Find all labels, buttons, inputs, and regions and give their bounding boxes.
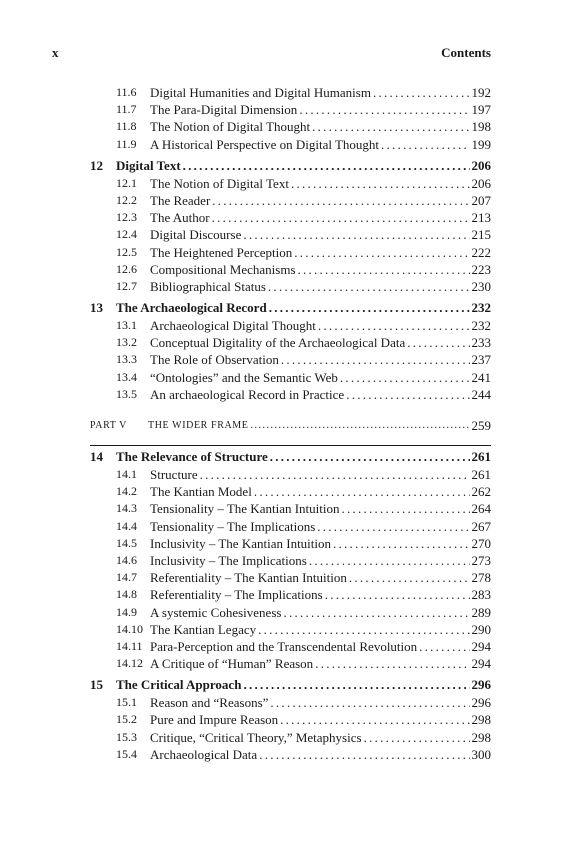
entry-title: Structure (150, 467, 198, 482)
entry-page-number: 232 (471, 318, 491, 334)
entry-page-number: 294 (471, 638, 491, 654)
part-label: PART V (90, 420, 128, 431)
entry-title: A systemic Cohesiveness (150, 604, 282, 620)
entry-line (150, 466, 491, 483)
entry-line (150, 278, 491, 295)
toc-section-entry[interactable] (90, 192, 491, 209)
toc-section-entry[interactable] (90, 638, 491, 655)
entry-title: Digital Humanities and Digital Humanism (150, 85, 371, 100)
entry-page-number: 296 (471, 695, 491, 711)
leader-dots (254, 483, 470, 500)
entry-title: The Critical Approach (116, 677, 242, 693)
spacer (90, 403, 491, 417)
toc-section-entry[interactable] (90, 729, 491, 746)
entry-page-number: 296 (471, 677, 491, 693)
toc-section-entry[interactable] (90, 369, 491, 386)
entry-page-number: 298 (471, 729, 491, 745)
entry-page-number: 232 (471, 300, 491, 316)
toc-section-entry[interactable] (90, 466, 491, 483)
entry-number: 14.11 (116, 638, 143, 653)
spacer (90, 434, 491, 444)
entry-number: 14.12 (116, 656, 143, 671)
entry-number: 13.3 (116, 352, 137, 367)
entry-number: 14.8 (116, 587, 137, 602)
entry-line (150, 226, 491, 243)
entry-title: The Notion of Digital Text (150, 175, 289, 191)
entry-line (150, 586, 491, 603)
entry-page-number: 278 (471, 570, 491, 586)
entry-page-number: 237 (471, 352, 491, 368)
entry-title: The Kantian Model (150, 484, 252, 500)
leader-dots (258, 621, 469, 638)
toc-section-entry[interactable] (90, 518, 491, 535)
entry-number: 11.8 (116, 119, 137, 134)
page-number: x (52, 45, 59, 60)
toc-section-entry[interactable] (90, 604, 491, 621)
entry-title: Critique, “Critical Theory,” Metaphysics (150, 729, 362, 745)
toc-section-entry[interactable] (90, 244, 491, 261)
entry-line (150, 621, 491, 638)
entry-number: 14.4 (116, 518, 137, 533)
entry-line (116, 448, 491, 466)
entry-line (150, 638, 491, 655)
entry-title: The Author (150, 210, 210, 226)
entry-page-number: 223 (471, 261, 491, 277)
leader-dots (373, 84, 470, 101)
entry-line (150, 136, 491, 153)
entry-page-number: 267 (471, 518, 491, 534)
entry-page-number: 206 (471, 157, 491, 173)
entry-line (150, 261, 491, 278)
entry-number: 15.3 (116, 729, 137, 744)
toc-section-entry[interactable] (90, 261, 491, 278)
entry-page-number: 213 (471, 210, 491, 226)
leader-dots (325, 586, 470, 603)
leader-dots (294, 244, 469, 261)
entry-title: Referentiality – The Implications (150, 587, 323, 603)
leader-dots (281, 351, 470, 368)
entry-title: The Archaeological Record (116, 300, 267, 316)
entry-page-number: 198 (471, 119, 491, 135)
entry-page-number: 222 (471, 244, 491, 260)
toc-section-entry[interactable] (90, 136, 491, 153)
toc-section-entry[interactable] (90, 317, 491, 334)
entry-title: Conceptual Digitality of the Archaeological Data (150, 335, 406, 351)
entry-line (150, 500, 491, 517)
leader-dots (269, 299, 470, 317)
entry-page-number: 262 (471, 484, 491, 500)
entry-number: 11.9 (116, 136, 137, 151)
entry-title: Digital Text (116, 157, 181, 173)
entry-line (150, 209, 491, 226)
entry-page-number: 259 (471, 418, 491, 433)
entry-number: 12.3 (116, 210, 137, 225)
entry-line (150, 317, 491, 334)
toc-section-entry[interactable] (90, 569, 491, 586)
entry-number: 14.10 (116, 621, 143, 636)
entry-line (150, 483, 491, 500)
toc-section-entry[interactable] (90, 118, 491, 135)
entry-title: A Critique of “Human” Reason (150, 656, 314, 672)
leader-dots (333, 535, 469, 552)
entry-title: A Historical Perspective on Digital Thought (150, 136, 380, 152)
leader-dots (212, 192, 469, 209)
entry-page-number: 261 (471, 449, 491, 464)
entry-line (150, 118, 491, 135)
entry-title: THE WIDER FRAME (148, 420, 249, 431)
entry-line (150, 518, 491, 535)
toc-chapter-entry[interactable] (90, 448, 491, 466)
table-of-contents (90, 84, 491, 763)
entry-number: 15.4 (116, 746, 137, 761)
entry-page-number: 261 (471, 467, 491, 482)
toc-section-entry[interactable] (90, 586, 491, 603)
toc-section-entry[interactable] (90, 209, 491, 226)
entry-title: Bibliographical Status (150, 278, 266, 294)
entry-page-number: 298 (471, 712, 491, 728)
toc-section-entry[interactable] (90, 226, 491, 243)
entry-number: 14 (90, 449, 103, 464)
entry-line (148, 417, 491, 434)
leader-dots (298, 261, 470, 278)
entry-number: 12.2 (116, 192, 137, 207)
entry-number: 15.1 (116, 695, 137, 710)
entry-page-number: 290 (471, 621, 491, 637)
entry-title: Archaeological Digital Thought (150, 318, 316, 334)
entry-line (150, 535, 491, 552)
entry-page-number: 270 (471, 535, 491, 551)
entry-title: The Relevance of Structure (116, 449, 268, 464)
entry-title: Inclusivity – The Kantian Intuition (150, 535, 332, 551)
leader-dots (364, 729, 470, 746)
entry-number: 12 (90, 157, 103, 173)
toc-section-entry[interactable] (90, 483, 491, 500)
leader-dots (318, 317, 470, 334)
toc-section-entry[interactable] (90, 278, 491, 295)
entry-number: 11.6 (116, 85, 137, 99)
entry-title: An archaeological Record in Practice (150, 386, 345, 402)
entry-number: 14.5 (116, 535, 137, 550)
toc-section-entry[interactable] (90, 621, 491, 638)
entry-page-number: 215 (471, 227, 491, 243)
entry-page-number: 197 (471, 102, 491, 118)
entry-page-number: 289 (471, 604, 491, 620)
entry-line (150, 101, 491, 118)
entry-title: Digital Discourse (150, 227, 242, 243)
entry-line (150, 175, 491, 192)
entry-number: 13.5 (116, 386, 137, 401)
leader-dots (259, 746, 469, 763)
entry-page-number: 241 (471, 369, 491, 385)
toc-section-entry[interactable] (90, 386, 491, 403)
entry-line (150, 351, 491, 368)
leader-dots (200, 466, 470, 483)
leader-dots (250, 417, 469, 434)
entry-page-number: 207 (471, 192, 491, 208)
entry-line (150, 711, 491, 728)
toc-section-entry[interactable] (90, 351, 491, 368)
leader-dots (270, 694, 469, 711)
entry-line (150, 655, 491, 672)
entry-line (150, 746, 491, 763)
entry-number: 14.2 (116, 484, 137, 499)
entry-line (150, 729, 491, 746)
entry-line (150, 369, 491, 386)
entry-title: Pure and Impure Reason (150, 712, 279, 728)
toc-section-entry[interactable] (90, 711, 491, 728)
leader-dots (283, 604, 469, 621)
toc-section-entry[interactable] (90, 694, 491, 711)
running-title: Contents (441, 45, 491, 60)
entry-number: 13 (90, 300, 103, 316)
leader-dots (280, 711, 469, 728)
entry-title: Referentiality – The Kantian Intuition (150, 570, 347, 586)
entry-number: 12.1 (116, 175, 137, 190)
leader-dots (407, 334, 469, 351)
entry-title: The Reader (150, 192, 211, 208)
entry-line (150, 604, 491, 621)
entry-number: 14.7 (116, 570, 137, 585)
leader-dots (315, 655, 469, 672)
leader-dots (183, 157, 470, 175)
entry-number: 11.7 (116, 102, 137, 117)
entry-line (150, 244, 491, 261)
entry-number: 15 (90, 677, 103, 693)
entry-title: The Heightened Perception (150, 244, 293, 260)
toc-section-entry[interactable] (90, 500, 491, 517)
toc-section-entry[interactable] (90, 535, 491, 552)
entry-number: 14.1 (116, 467, 137, 481)
entry-title: The Kantian Legacy (150, 621, 257, 637)
entry-number: 14.6 (116, 552, 137, 567)
entry-page-number: 199 (471, 136, 491, 152)
leader-dots (341, 500, 469, 517)
entry-title: The Notion of Digital Thought (150, 119, 311, 135)
entry-number: 14.3 (116, 501, 137, 516)
entry-page-number: 294 (471, 656, 491, 672)
toc-section-entry[interactable] (90, 655, 491, 672)
entry-number: 12.7 (116, 278, 137, 293)
entry-title: “Ontologies” and the Semantic Web (150, 369, 338, 385)
leader-dots (268, 278, 470, 295)
toc-chapter-entry[interactable] (90, 299, 491, 317)
entry-page-number: 230 (471, 278, 491, 294)
toc-section-entry[interactable] (90, 101, 491, 118)
leader-dots (346, 386, 469, 403)
entry-number: 13.1 (116, 318, 137, 333)
leader-dots (381, 136, 469, 153)
entry-line (150, 192, 491, 209)
entry-title: Inclusivity – The Implications (150, 552, 307, 568)
leader-dots (270, 448, 470, 466)
leader-dots (419, 638, 469, 655)
entry-page-number: 283 (471, 587, 491, 603)
entry-title: Reason and “Reasons” (150, 695, 269, 711)
entry-line (150, 386, 491, 403)
toc-chapter-entry[interactable] (90, 157, 491, 175)
entry-page-number: 264 (471, 501, 491, 517)
entry-page-number: 244 (471, 386, 491, 402)
entry-number: 14.9 (116, 604, 137, 619)
entry-title: Tensionality – The Kantian Intuition (150, 501, 340, 517)
leader-dots (317, 518, 469, 535)
entry-number: 13.2 (116, 335, 137, 350)
entry-number: 12.4 (116, 227, 137, 242)
leader-dots (299, 101, 469, 118)
entry-page-number: 300 (471, 746, 491, 762)
entry-number: 13.4 (116, 369, 137, 384)
entry-number: 15.2 (116, 712, 137, 727)
toc-chapter-entry[interactable] (90, 676, 491, 694)
toc-part-entry[interactable] (90, 417, 491, 434)
toc-section-entry[interactable] (90, 552, 491, 569)
entry-line (150, 694, 491, 711)
toc-section-entry[interactable] (90, 84, 491, 101)
leader-dots (243, 676, 469, 694)
toc-section-entry[interactable] (90, 746, 491, 763)
leader-dots (309, 552, 470, 569)
entry-page-number: 192 (471, 85, 491, 100)
toc-section-entry[interactable] (90, 175, 491, 192)
entry-line (150, 569, 491, 586)
entry-title: The Para-Digital Dimension (150, 102, 298, 118)
leader-dots (243, 226, 469, 243)
leader-dots (212, 209, 470, 226)
entry-line (150, 552, 491, 569)
leader-dots (340, 369, 470, 386)
entry-number: 12.6 (116, 261, 137, 276)
entry-title: Compositional Mechanisms (150, 261, 296, 277)
entry-line (150, 84, 491, 101)
entry-page-number: 233 (471, 335, 491, 351)
entry-number: 12.5 (116, 244, 137, 259)
entry-title: Archaeological Data (150, 746, 258, 762)
leader-dots (349, 569, 470, 586)
leader-dots (291, 175, 470, 192)
entry-line (116, 676, 491, 694)
entry-line (116, 157, 491, 175)
entry-line (150, 334, 491, 351)
entry-title: Para-Perception and the Transcendental Revolution (150, 638, 418, 654)
entry-line (116, 299, 491, 317)
entry-page-number: 206 (471, 175, 491, 191)
toc-section-entry[interactable] (90, 334, 491, 351)
leader-dots (312, 118, 469, 135)
entry-title: The Role of Observation (150, 352, 279, 368)
entry-page-number: 273 (471, 552, 491, 568)
entry-title: Tensionality – The Implications (150, 518, 316, 534)
